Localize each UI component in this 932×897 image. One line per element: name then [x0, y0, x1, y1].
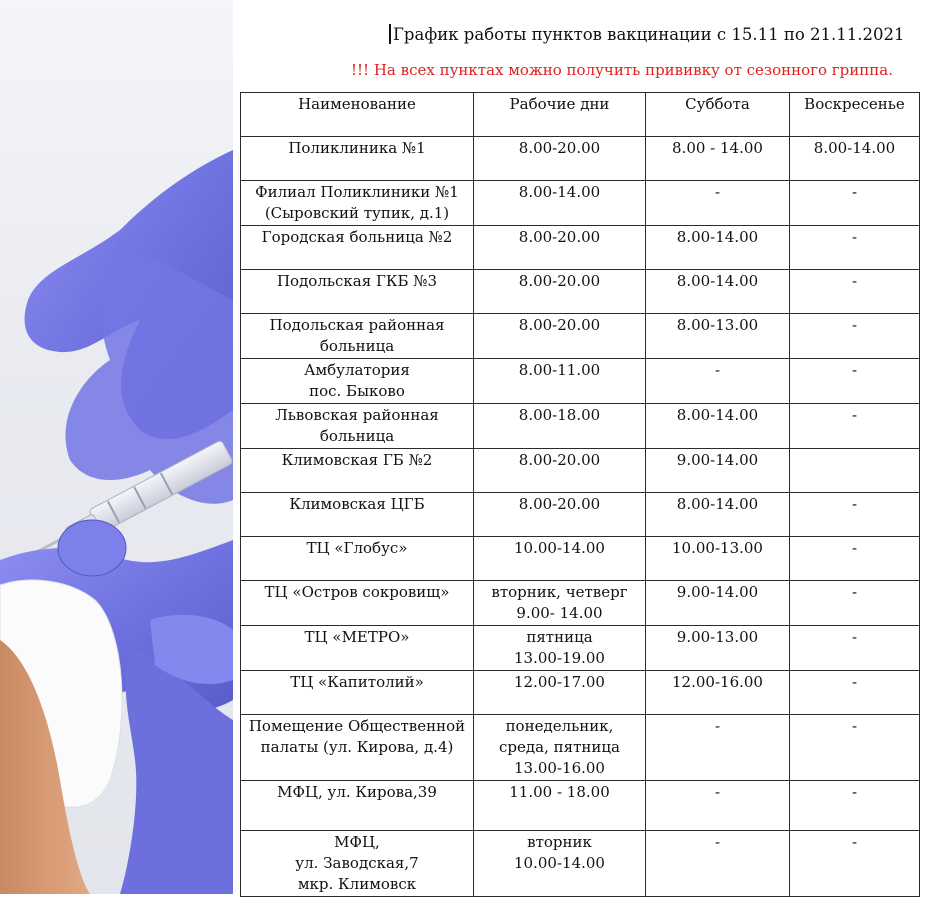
cell-sunday: -	[790, 270, 920, 314]
table-header-row	[241, 93, 920, 137]
cell-sunday: -	[790, 181, 920, 226]
cell-name: Львовская районная больница	[241, 404, 474, 449]
cell-saturday: 8.00-14.00	[646, 404, 790, 449]
cell-weekdays: 8.00-18.00	[474, 404, 646, 449]
cell-sunday: -	[790, 781, 920, 831]
cell-saturday: -	[646, 715, 790, 781]
table-row	[241, 137, 920, 181]
table-row	[241, 181, 920, 226]
cell-weekdays: 8.00-20.00	[474, 449, 646, 493]
vaccination-photo	[0, 0, 233, 894]
cell-sunday: -	[790, 831, 920, 897]
cell-name: Городская больница №2	[241, 226, 474, 270]
table-row	[241, 715, 920, 781]
cell-name: ТЦ «МЕТРО»	[241, 626, 474, 671]
cell-weekdays: 8.00-20.00	[474, 137, 646, 181]
table-row	[241, 626, 920, 671]
schedule-document	[233, 0, 932, 894]
cell-sunday: -	[790, 715, 920, 781]
table-row	[241, 781, 920, 831]
cell-sunday: -	[790, 537, 920, 581]
cell-saturday: -	[646, 781, 790, 831]
table-row	[241, 671, 920, 715]
cell-name: Климовская ЦГБ	[241, 493, 474, 537]
cell-weekdays: 11.00 - 18.00	[474, 781, 646, 831]
table-row	[241, 537, 920, 581]
syringe-gloves-illustration	[0, 0, 233, 894]
cell-weekdays: 12.00-17.00	[474, 671, 646, 715]
document-title	[389, 24, 905, 44]
document-title-text: График работы пунктов вакцинации с 15.11 по 21.11.2021	[393, 25, 905, 44]
cell-sunday: -	[790, 359, 920, 404]
cell-sunday: -	[790, 626, 920, 671]
cell-sunday	[790, 449, 920, 493]
table-row	[241, 314, 920, 359]
table-row	[241, 493, 920, 537]
cell-sunday: -	[790, 581, 920, 626]
table-row	[241, 449, 920, 493]
cell-weekdays: 8.00-20.00	[474, 226, 646, 270]
cell-saturday: 9.00-14.00	[646, 449, 790, 493]
cell-sunday: -	[790, 493, 920, 537]
table-row	[241, 226, 920, 270]
cell-name: Филиал Поликлиники №1 (Сыровский тупик, д.1)	[241, 181, 474, 226]
cell-weekdays: 8.00-14.00	[474, 181, 646, 226]
cell-name: Подольская районная больница	[241, 314, 474, 359]
vaccination-schedule-table	[240, 92, 920, 897]
flu-note: !!! На всех пунктах можно получить прививку от сезонного гриппа.	[351, 61, 893, 79]
cell-saturday: 10.00-13.00	[646, 537, 790, 581]
cell-weekdays: 8.00-11.00	[474, 359, 646, 404]
cell-saturday: 8.00-13.00	[646, 314, 790, 359]
table-row	[241, 831, 920, 897]
cell-saturday: 9.00-13.00	[646, 626, 790, 671]
cell-sunday: -	[790, 404, 920, 449]
cell-weekdays: 8.00-20.00	[474, 314, 646, 359]
cell-name: ТЦ «Капитолий»	[241, 671, 474, 715]
cell-sunday: -	[790, 671, 920, 715]
table-row	[241, 270, 920, 314]
cell-saturday: 8.00 - 14.00	[646, 137, 790, 181]
cell-saturday: 8.00-14.00	[646, 226, 790, 270]
cell-sunday: -	[790, 314, 920, 359]
cell-name: Подольская ГКБ №3	[241, 270, 474, 314]
cell-weekdays: 10.00-14.00	[474, 537, 646, 581]
cell-name: ТЦ «Глобус»	[241, 537, 474, 581]
header-name: Наименование	[241, 93, 474, 137]
table-row	[241, 581, 920, 626]
cell-weekdays: пятница 13.00-19.00	[474, 626, 646, 671]
cell-saturday: 9.00-14.00	[646, 581, 790, 626]
cell-saturday: -	[646, 359, 790, 404]
cell-saturday: -	[646, 181, 790, 226]
cell-name: Амбулатория пос. Быково	[241, 359, 474, 404]
table-row	[241, 404, 920, 449]
cell-weekdays: вторник 10.00-14.00	[474, 831, 646, 897]
header-sunday: Воскресенье	[790, 93, 920, 137]
header-saturday: Суббота	[646, 93, 790, 137]
cell-saturday: -	[646, 831, 790, 897]
text-cursor	[389, 24, 391, 44]
cell-name: МФЦ, ул. Кирова,39	[241, 781, 474, 831]
cell-weekdays: вторник, четверг 9.00- 14.00	[474, 581, 646, 626]
cell-name: ТЦ «Остров сокровищ»	[241, 581, 474, 626]
cell-sunday: -	[790, 226, 920, 270]
cell-saturday: 8.00-14.00	[646, 493, 790, 537]
cell-name: Помещение Общественной палаты (ул. Кирова, д.4)	[241, 715, 474, 781]
cell-sunday: 8.00-14.00	[790, 137, 920, 181]
cell-name: МФЦ, ул. Заводская,7 мкр. Климовск	[241, 831, 474, 897]
table-row	[241, 359, 920, 404]
cell-saturday: 8.00-14.00	[646, 270, 790, 314]
cell-weekdays: понедельник, среда, пятница 13.00-16.00	[474, 715, 646, 781]
cell-saturday: 12.00-16.00	[646, 671, 790, 715]
cell-name: Климовская ГБ №2	[241, 449, 474, 493]
header-weekdays: Рабочие дни	[474, 93, 646, 137]
cell-name: Поликлиника №1	[241, 137, 474, 181]
cell-weekdays: 8.00-20.00	[474, 493, 646, 537]
cell-weekdays: 8.00-20.00	[474, 270, 646, 314]
